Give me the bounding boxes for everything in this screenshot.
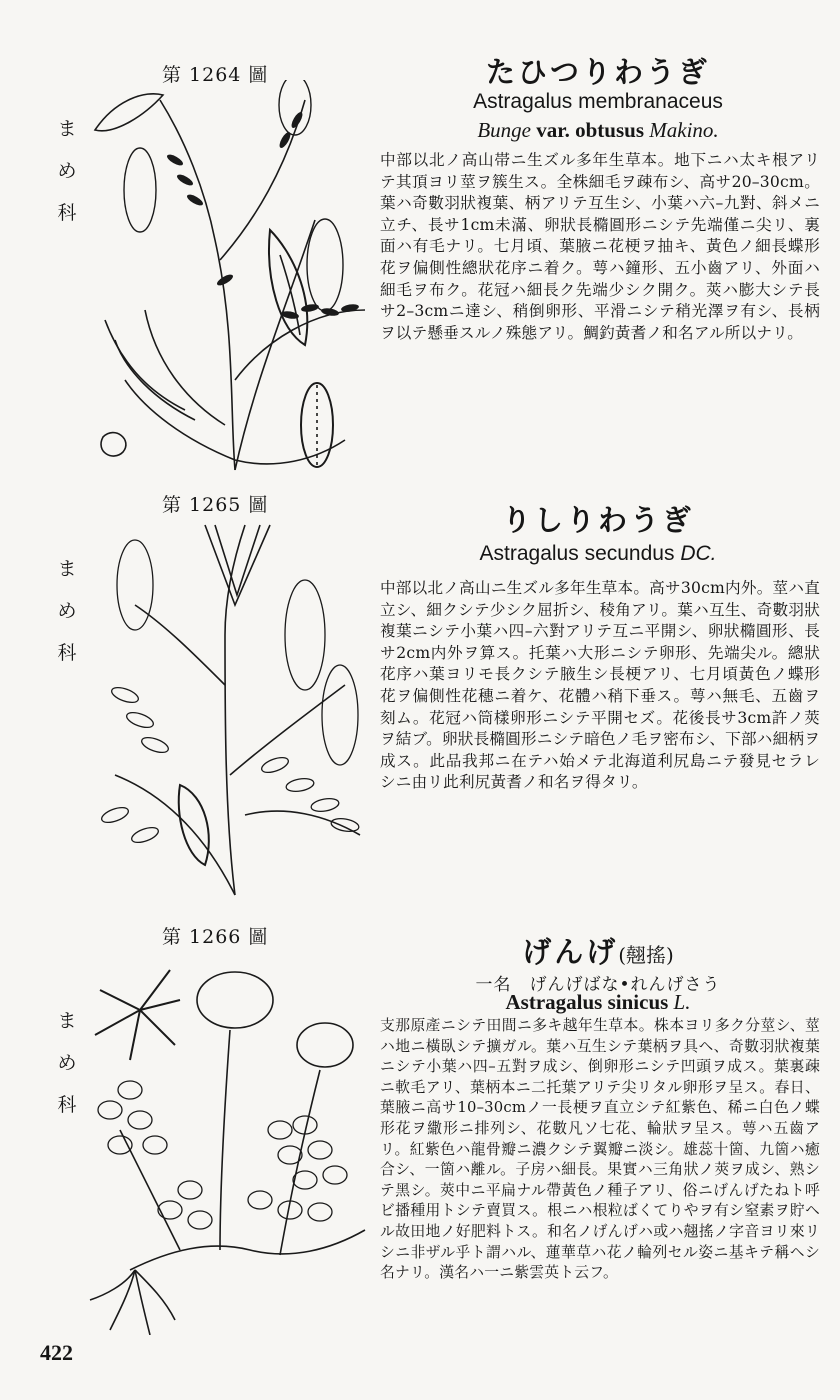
- japanese-name: げんげ: [522, 935, 619, 969]
- latin-name: Astragalus membranaceus: [473, 90, 723, 113]
- variety: var. obtusus: [530, 118, 650, 142]
- japanese-name: たひつりわうぎ: [485, 55, 710, 89]
- family-label: ま め 科: [57, 118, 77, 224]
- figure-label: 第 1266 圖: [162, 926, 269, 948]
- author: Bunge: [477, 118, 531, 142]
- plant-illustration: [85, 80, 375, 475]
- japanese-name-line: [378, 930, 818, 971]
- author-2: Makino.: [649, 118, 719, 142]
- description: 中部以北ノ高山帯ニ生ズル多年生草本。地下ニハ太キ根アリテ其頂ヨリ莖ヲ簇生ス。全株細毛ヲ疎布シ、高サ20–30cm。葉ハ奇數羽狀複葉、柄アリテ互生シ、小葉ハ六–九對、斜メニ立チ、長サ1cm未滿、卵狀長橢圓形ニシテ先端僅ニ尖リ、裏面ハ有毛ナリ。七月頃、葉腋ニ花梗ヲ抽キ、黃色ノ細長蝶形花ヲ偏側性總狀花序ニ着ク。萼ハ鐘形、五小齒アリ、外面ハ細毛ヲ布ク。花冠ハ細長ク先端少シク開ク。莢ハ膨大シテ長サ2–3cmニ達シ、稍倒卵形、平滑ニシテ稍光澤ヲ有シ、長柄ヲ以テ懸垂スルノ殊態アリ。鯛釣黃耆ノ和名アル所以ナリ。: [380, 151, 820, 342]
- figure-label: 第 1265 圖: [162, 494, 269, 516]
- author: DC.: [680, 542, 717, 565]
- latin-name: Astragalus sinicus: [505, 990, 674, 1014]
- family-label: ま め 科: [57, 558, 77, 664]
- kanji-name: (翹搖): [618, 943, 674, 967]
- latin-author-line: [378, 118, 818, 143]
- japanese-name: りしりわうぎ: [501, 503, 694, 537]
- figure-label: 第 1264 圖: [162, 64, 269, 86]
- latin-name-line: [378, 542, 818, 566]
- family-label: ま め 科: [57, 1010, 77, 1116]
- author: L.: [673, 990, 691, 1014]
- latin-name: Astragalus secundus: [479, 542, 681, 565]
- alias-name: 一名 げんげばな•れんげさう: [475, 975, 721, 995]
- description: 支那原產ニシテ田間ニ多キ越年生草本。株本ヨリ多ク分莖シ、莖ハ地ニ橫臥シテ擴ガル。葉ハ互生シテ葉柄ヲ具ヘ、奇數羽狀複葉ニシテ小葉ハ四–五對ヲ成シ、倒卵形ニシテ凹頭ヲ成ス。葉裏疎ニ軟毛アリ、葉柄本ニ二托葉アリテ尖リタル卵形ヲ呈ス。春日、葉腋ニ高サ10–30cmノ一長梗ヲ直立シテ紅紫色、稀ニ白色ノ蝶形花ヲ繖形ニ排列シ、花數凡ソ七花、輪狀ヲ呈ス。萼ハ五齒アリ。紅紫色ハ龍骨瓣ニ濃クシテ翼瓣ニ淡シ。雄蕊十箇、九箇ハ癒合シ、一箇ハ離ル。子房ハ細長。果實ハ三角狀ノ莢ヲ成シ、熟シテ黑シ。莢中ニ平扁ナル帶黃色ノ種子アリ、俗ニげんげたねト呼ビ播種用トシテ賣買ス。根ニハ根粒ばくてりやヲ有シ窒素ヲ貯ヘル故田地ノ好肥料トス。和名ノげんげハ或ハ翹搖ノ字音ヨリ來リシニ非ザル乎ト謂ハル、蓮華草ハ花ノ輪列セル姿ニ基キテ稱ヘシ名ナリ。漢名ハ一ニ紫雲英ト云フ。: [380, 1017, 820, 1282]
- plant-illustration: [80, 950, 375, 1335]
- page-number: 422: [40, 1340, 73, 1365]
- description: 中部以北ノ高山ニ生ズル多年生草本。高サ30cm内外。莖ハ直立シ、細クシテ少シク屈折シ、稜角アリ。葉ハ互生、奇數羽狀複葉ニシテ小葉ハ四–六對アリテ互ニ平開シ、卵狀橢圓形、長サ2cm内外ヲ算ス。托葉ハ大形ニシテ卵形、先端尖ル。總狀花序ハ葉ヨリモ長クシテ腋生シ長梗アリ、七月頃黃色ノ蝶形花ヲ偏側性花穗ニ着ケ、花體ハ稍下垂ス。萼ハ無毛、五齒ヲ刻ム。花冠ハ筒樣卵形ニシテ平開セズ。花後長サ3cm許ノ莢ヲ結ブ。卵狀長橢圓形ニシテ暗色ノ毛ヲ密布シ、下部ハ細柄ヲ成ス。此品我邦ニ在テハ始メテ北海道利尻島ニテ發見セラレシニ由リ此利尻黃耆ノ和名ヲ得タリ。: [380, 579, 820, 792]
- plant-illustration: [85, 515, 375, 900]
- latin-name-line: [378, 990, 818, 1015]
